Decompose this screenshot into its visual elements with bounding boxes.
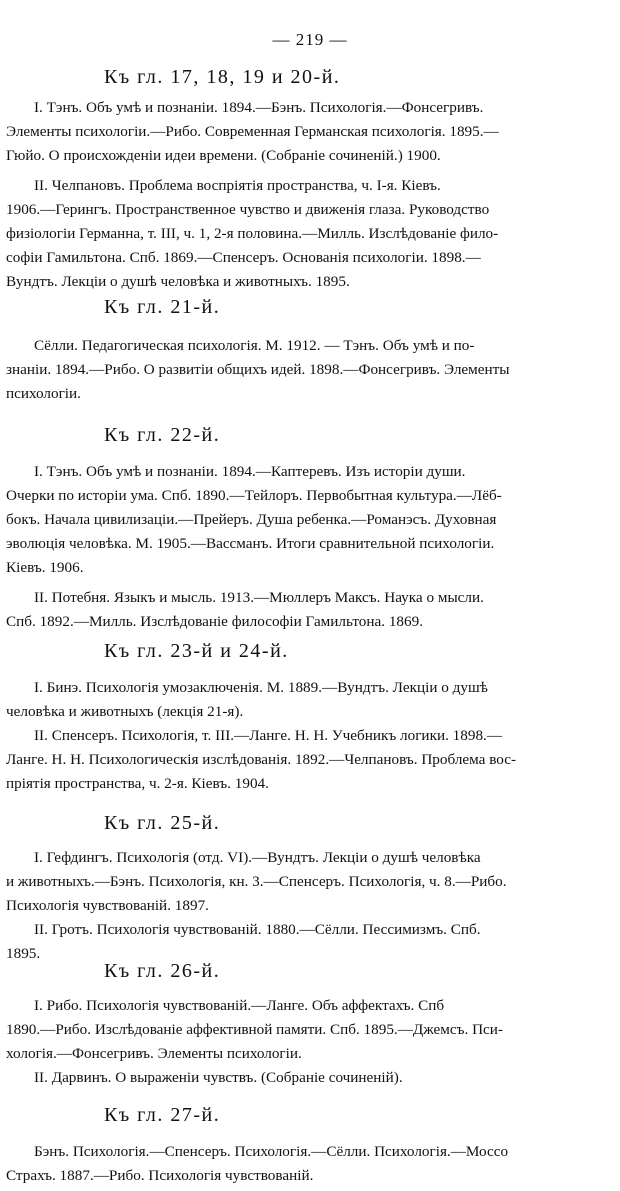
text-line: I. Рибо. Психологiя чувствованiй.—Ланге. Объ аффектахъ. Спб xyxy=(34,997,445,1014)
text-line: II. Гротъ. Психологiя чувствованiй. 1880.—Сёлли. Пессимизмъ. Спб. xyxy=(34,921,481,938)
text-line: I. Бинэ. Психологiя умозаключенiя. М. 1889.—Вундтъ. Лекцiи о душѣ xyxy=(34,679,488,696)
text-line: хологiя.—Фонсегривъ. Элементы психологiи. xyxy=(6,1045,302,1062)
text-line: и животныхъ.—Бэнъ. Психологiя, кн. 3.—Спенсеръ. Психологiя, ч. 8.—Рибо. xyxy=(6,873,507,890)
section-heading: Къ гл. 21-й. xyxy=(104,296,221,318)
section-heading: Къ гл. 23-й и 24-й. xyxy=(104,640,289,662)
text-line: Очерки по исторiи ума. Спб. 1890.—Тейлоръ. Первобытная культура.—Лёб- xyxy=(6,487,502,504)
text-line: II. Потебня. Языкъ и мысль. 1913.—Мюллеръ Максъ. Наука о мысли. xyxy=(34,589,484,606)
section-body xyxy=(6,994,614,1090)
text-line: I. Гефдингъ. Психологiя (отд. VI).—Вундтъ. Лекцiи о душѣ человѣка xyxy=(34,849,481,866)
text-line: прiятiя пространства, ч. 2-я. Кiевъ. 1904. xyxy=(6,775,269,792)
text-line: I. Тэнъ. Объ умѣ и познанiи. 1894.—Каптеревъ. Изъ исторiи души. xyxy=(34,463,466,480)
text-line: эволюцiя человѣка. М. 1905.—Вассманъ. Итоги сравнительной психологiи. xyxy=(6,535,495,552)
section-body xyxy=(6,846,614,966)
text-line: бокъ. Начала цивилизацiи.—Прейеръ. Душа ребенка.—Романэсъ. Духовная xyxy=(6,511,497,528)
section-body xyxy=(6,460,614,634)
text-line: Бэнъ. Психологiя.—Спенсеръ. Психологiя.—Сёлли. Психологiя.—Моссо xyxy=(34,1143,509,1160)
section-heading: Къ гл. 25-й. xyxy=(104,812,221,834)
text-line: II. Дарвинъ. О выраженiи чувствъ. (Собранiе сочиненiй). xyxy=(34,1069,403,1086)
text-line: Сёлли. Педагогическая психологiя. М. 1912. — Тэнъ. Объ умѣ и по- xyxy=(34,337,475,354)
text-line: физiологiи Германна, т. III, ч. 1, 2-я половина.—Милль. Изслѣдованiе фило- xyxy=(6,225,499,242)
text-line: I. Тэнъ. Объ умѣ и познанiи. 1894.—Бэнъ. Психологiя.—Фонсегривъ. xyxy=(34,99,484,116)
text-line: Ланге. Н. Н. Психологическiя изслѣдованiя. 1892.—Челпановъ. Проблема вос- xyxy=(6,751,517,768)
text-line: Психологiя чувствованiй. 1897. xyxy=(6,897,209,914)
section-heading: Къ гл. 27-й. xyxy=(104,1104,221,1126)
text-line: II. Челпановъ. Проблема воспрiятiя пространства, ч. I-я. Кiевъ. xyxy=(34,177,441,194)
section-body xyxy=(6,676,614,796)
section-heading: Къ гл. 26-й. xyxy=(104,960,221,982)
text-line: 1906.—Герингъ. Пространственное чувство и движенiя глаза. Руководство xyxy=(6,201,490,218)
text-line: Страхъ. 1887.—Рибо. Психологiя чувствованiй. xyxy=(6,1167,314,1184)
section-heading: Къ гл. 22-й. xyxy=(104,424,221,446)
text-line: Вундтъ. Лекцiи о душѣ человѣка и животныхъ. 1895. xyxy=(6,273,350,290)
section-body xyxy=(6,96,614,294)
section-heading: Къ гл. 17, 18, 19 и 20-й. xyxy=(104,66,341,88)
text-line: Элементы психологiи.—Рибо. Современная Германская психологiя. 1895.— xyxy=(6,123,499,140)
text-line: Гюйо. О происхожденiи идеи времени. (Собранiе сочиненiй.) 1900. xyxy=(6,147,441,164)
text-line: 1890.—Рибо. Изслѣдованiе аффективной памяти. Спб. 1895.—Джемсъ. Пси- xyxy=(6,1021,503,1038)
section-body xyxy=(6,334,614,406)
text-line: психологiи. xyxy=(6,385,81,402)
text-line: софiи Гамильтона. Спб. 1869.—Спенсеръ. Основанiя психологiи. 1898.— xyxy=(6,249,481,266)
text-line: знанiи. 1894.—Рибо. О развитiи общихъ идей. 1898.—Фонсегривъ. Элементы xyxy=(6,361,510,378)
text-line: человѣка и животныхъ (лекцiя 21-я). xyxy=(6,703,244,720)
text-line: Спб. 1892.—Милль. Изслѣдованiе философiи Гамильтона. 1869. xyxy=(6,613,424,630)
text-line: Кiевъ. 1906. xyxy=(6,559,84,576)
section-body xyxy=(6,1140,614,1188)
text-line: 1895. xyxy=(6,945,41,962)
text-line: II. Спенсеръ. Психологiя, т. III.—Ланге. Н. Н. Учебникъ логики. 1898.— xyxy=(34,727,503,744)
page-number: — 219 — xyxy=(272,30,348,49)
